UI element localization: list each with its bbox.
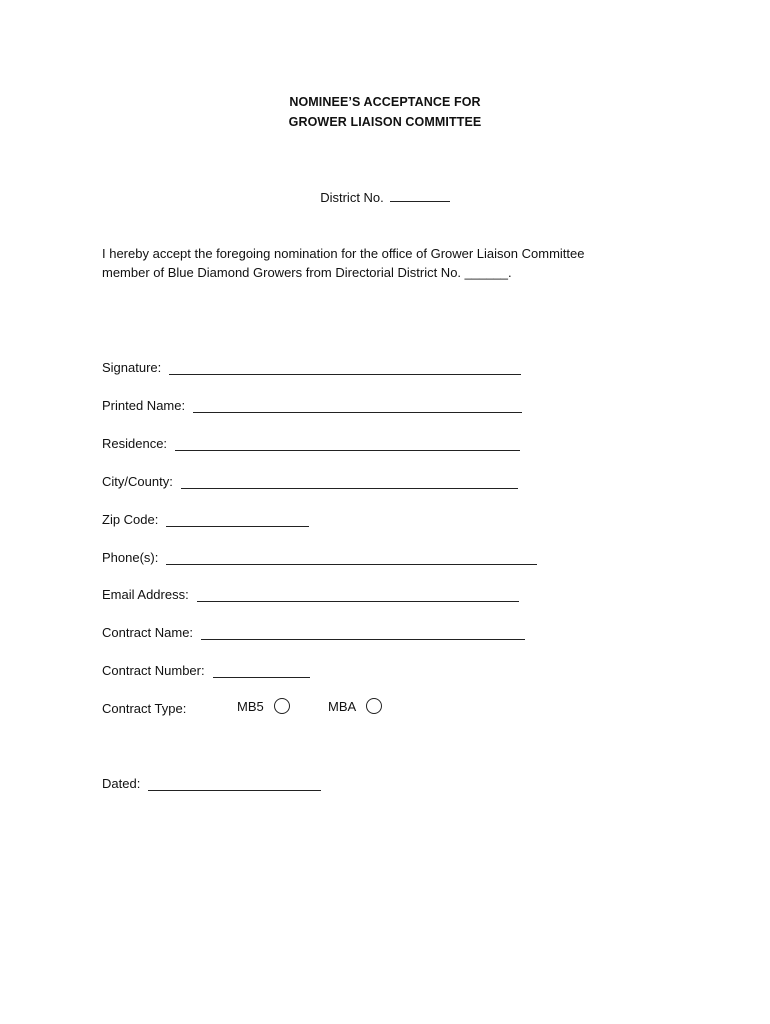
phones-row — [102, 550, 537, 565]
form-title-line-1: NOMINEE’S ACCEPTANCE FOR — [289, 95, 481, 109]
district-number-label: District No. — [320, 190, 384, 205]
contract-number-row — [102, 663, 310, 678]
contract-name-row — [102, 625, 525, 640]
printed-name-field[interactable] — [193, 400, 522, 413]
zip-code-field[interactable] — [166, 514, 309, 527]
printed-name-label: Printed Name: — [102, 398, 186, 413]
contract-type-label: Contract Type: — [102, 701, 187, 716]
residence-label: Residence: — [102, 436, 168, 451]
residence-row — [102, 436, 520, 451]
radio-mb5[interactable] — [274, 698, 290, 714]
acceptance-text-line-2: member of Blue Diamond Growers from Directorial District No. ______. — [102, 265, 512, 280]
signature-row — [102, 360, 521, 375]
dated-row — [102, 776, 321, 791]
district-number-field[interactable] — [390, 189, 450, 202]
contract-number-label: Contract Number: — [102, 663, 205, 678]
city-county-field[interactable] — [181, 476, 518, 489]
contract-name-label: Contract Name: — [102, 625, 194, 640]
contract-type-row — [102, 698, 502, 720]
residence-field[interactable] — [175, 438, 520, 451]
email-label: Email Address: — [102, 587, 189, 602]
printed-name-row — [102, 398, 522, 413]
option-mba-label: MBA — [328, 698, 357, 714]
signature-label: Signature: — [102, 360, 162, 375]
contract-number-field[interactable] — [213, 665, 310, 678]
phones-field[interactable] — [166, 552, 537, 565]
form-title-line-2: GROWER LIAISON COMMITTEE — [288, 115, 482, 129]
signature-field[interactable] — [169, 362, 521, 375]
acceptance-text-line-1: I hereby accept the foregoing nomination for the office of Grower Liaison Committee — [102, 246, 585, 261]
contract-type-option-mb5[interactable] — [237, 698, 290, 714]
phones-label: Phone(s): — [102, 550, 159, 565]
zip-code-label: Zip Code: — [102, 512, 159, 527]
zip-code-row — [102, 512, 309, 527]
email-field[interactable] — [197, 589, 519, 602]
email-row — [102, 587, 519, 602]
dated-field[interactable] — [148, 778, 321, 791]
city-county-row — [102, 474, 518, 489]
option-mb5-label: MB5 — [237, 698, 264, 714]
city-county-label: City/County: — [102, 474, 173, 489]
dated-label: Dated: — [102, 776, 141, 791]
contract-type-option-mba[interactable] — [328, 698, 382, 714]
contract-name-field[interactable] — [201, 627, 525, 640]
radio-mba[interactable] — [366, 698, 382, 714]
district-number-row — [0, 189, 770, 205]
